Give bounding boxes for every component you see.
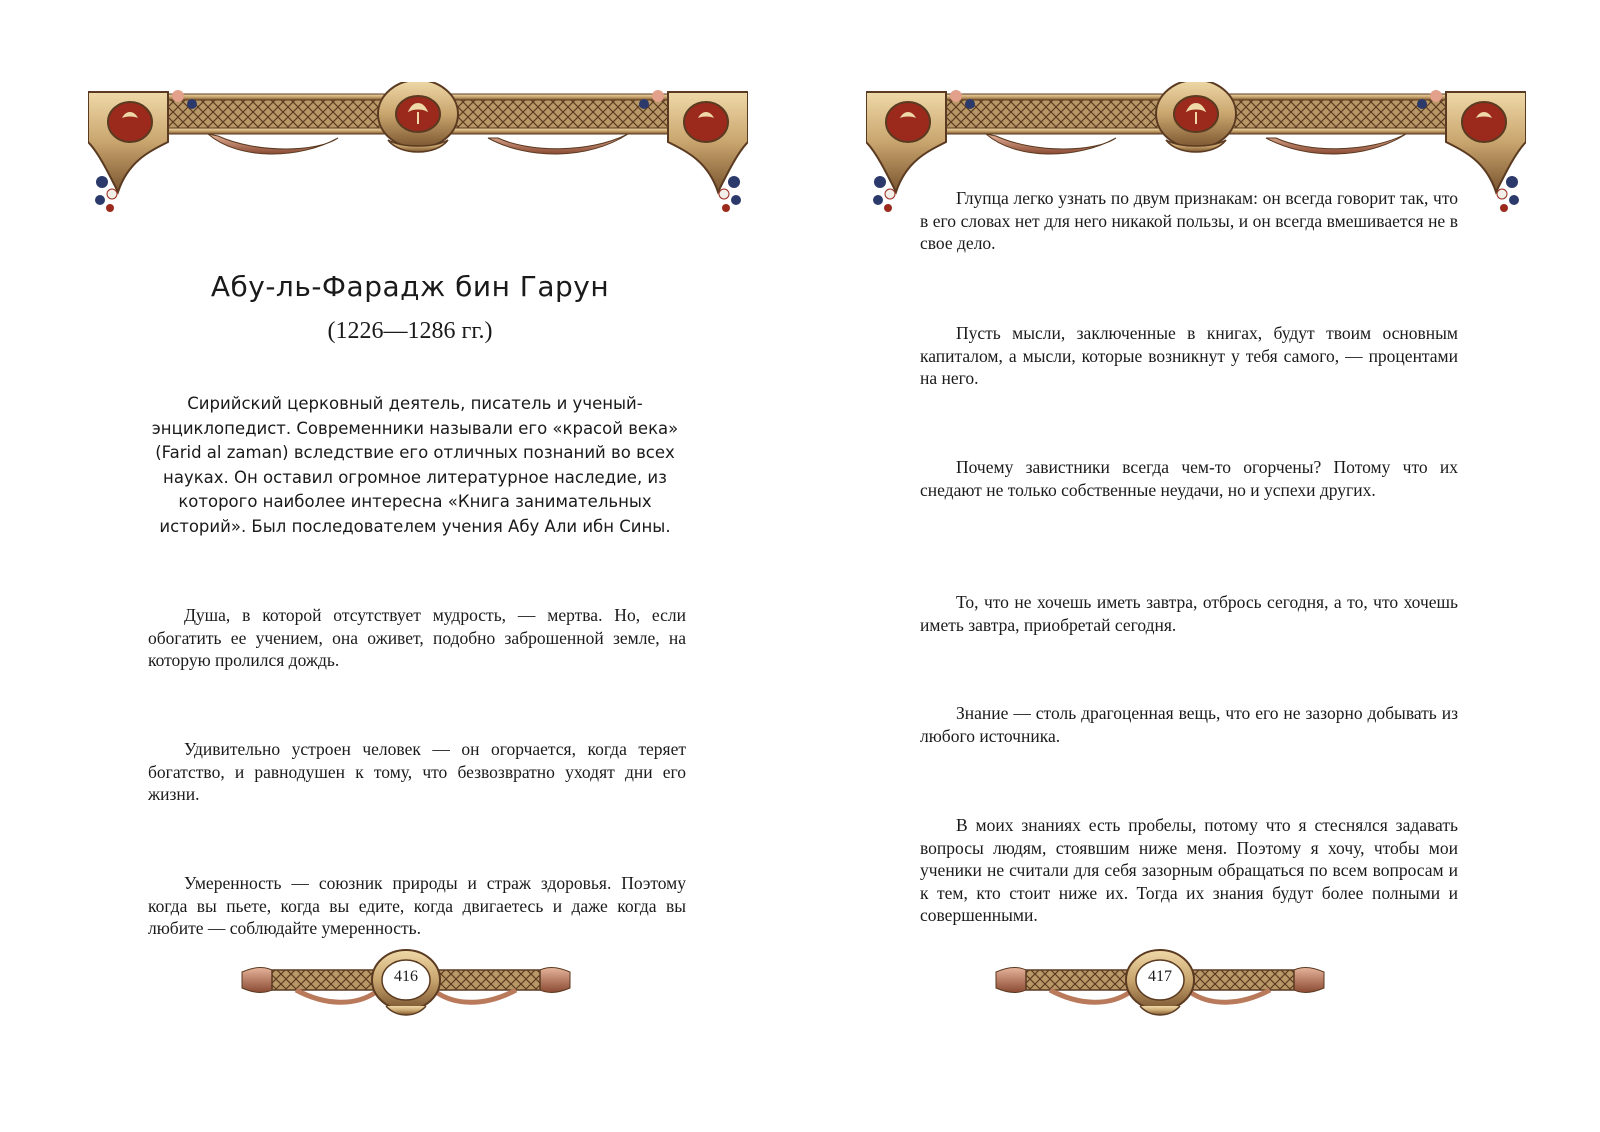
right-page <box>800 0 1600 1132</box>
quote-paragraph: Почему завистники всегда чем-то огорчены? Потому что их снедают не только собственные неудачи, но и успехи других. <box>920 457 1458 500</box>
author-dates: (1226—1286 гг.) <box>327 318 493 344</box>
quote-paragraph: В моих знаниях есть пробелы, потому что я стеснялся задавать вопросы людям, стоявшим ниже меня. Поэтому я хочу, чтобы мои ученики не считали для себя зазорным обращаться по всем вопросам и к тем, кто стоит ниже их. Тогда их знания будут более полными и совершенными. <box>920 815 1458 925</box>
page-number: 417 <box>1148 968 1172 985</box>
quote-paragraph: Душа, в которой отсутствует мудрость, — мертва. Но, если обогатить ее учением, она оживет, подобно заброшенной земле, на которую пролился дождь. <box>148 605 686 670</box>
quote-paragraph: Пусть мысли, заключенные в книгах, будут твоим основным капиталом, а мысли, которые возникнут у тебя самого, — процентами на него. <box>920 323 1458 388</box>
quote-paragraph: Умеренность — союзник природы и страж здоровья. Поэтому когда вы пьете, когда вы едите, когда двигаетесь и даже когда вы любите — соблюдайте умеренность. <box>148 873 686 938</box>
quote-paragraph: Удивительно устроен человек — он огорчается, когда теряет богатство, и равнодушен к тому, что безвозвратно уходят дни его жизни. <box>148 739 686 804</box>
author-title: Абу-ль-Фарадж бин Гарун <box>210 270 610 303</box>
quote-paragraph: То, что не хочешь иметь завтра, отбрось сегодня, а то, что хочешь иметь завтра, приобретай сегодня. <box>920 592 1458 635</box>
quote-paragraph: Глупца легко узнать по двум признакам: он всегда говорит так, что в его словах нет для него никакой пользы, и он всегда вмешивается не в свое дело. <box>920 188 1458 253</box>
page-number: 416 <box>394 968 418 985</box>
baroque-frame-ornament-icon <box>88 82 748 222</box>
author-bio: Сирийский церковный деятель, писатель и ученый-энциклопедист. Современники называли его «красой века» (Farid al zaman) вследствие его отличных познаний во всех науках. Он оставил огромное литературное наследие, из которого наиболее интересна «Книга занимательных историй». Был последователем учения Абу Али ибн Сины. <box>151 394 679 536</box>
quote-paragraph: Знание — столь драгоценная вещь, что его не зазорно добывать из любого источника. <box>920 703 1458 746</box>
